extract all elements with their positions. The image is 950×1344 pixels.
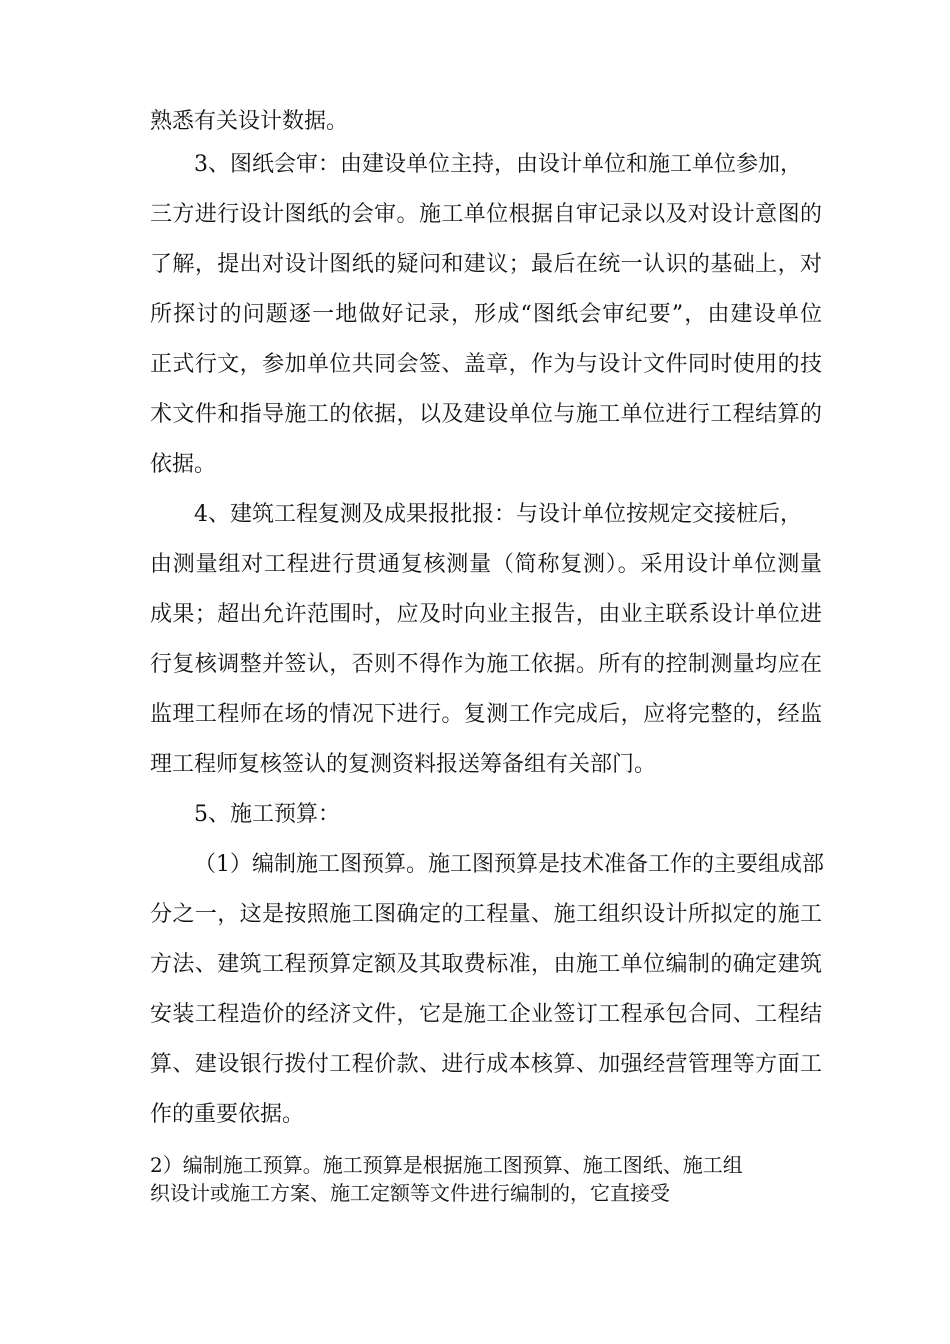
text-line: 理工程师复核签认的复测资料报送筹备组有关部门。 (150, 752, 657, 777)
text-line: 作的重要依据。 (150, 1102, 305, 1127)
paragraph-heading: 3、图纸会审：由建设单位主持，由设计单位和施工单位参加， (194, 152, 802, 177)
text-line: 算、建设银行拨付工程价款、进行成本核算、加强经营管理等方面工 (150, 1052, 822, 1077)
text-line: 正式行文，参加单位共同会签、盖章，作为与设计文件同时使用的技 (150, 352, 822, 377)
text-line: 分之一，这是按照施工图确定的工程量、施工组织设计所拟定的施工 (150, 902, 822, 927)
text-line: 术文件和指导施工的依据，以及建设单位与施工单位进行工程结算的 (150, 402, 822, 427)
text-line: 所探讨的问题逐一地做好记录，形成“图纸会审纪要”，由建设单位 (150, 302, 822, 327)
text-line: 方法、建筑工程预算定额及其取费标准，由施工单位编制的确定建筑 (150, 952, 822, 977)
paragraph-heading: 5、施工预算： (194, 802, 340, 827)
text-line: 成果；超出允许范围时，应及时向业主报告，由业主联系设计单位进 (150, 602, 822, 627)
text-line: 织设计或施工方案、施工定额等文件进行编制的，它直接受 (150, 1181, 670, 1205)
paragraph-heading: （1）编制施工图预算。施工图预算是技术准备工作的主要组成部 (194, 852, 824, 877)
text-line: 安装工程造价的经济文件，它是施工企业签订工程承包合同、工程结 (150, 1002, 822, 1027)
text-line: 依据。 (150, 452, 217, 477)
text-line: 行复核调整并签认，否则不得作为施工依据。所有的控制测量均应在 (150, 652, 822, 677)
paragraph-heading: 4、建筑工程复测及成果报批报：与设计单位按规定交接桩后， (194, 502, 802, 527)
text-line: 2）编制施工预算。施工预算是根据施工图预算、施工图纸、施工组 (150, 1153, 743, 1177)
text-line: 三方进行设计图纸的会审。施工单位根据自审记录以及对设计意图的 (150, 202, 822, 227)
text-line: 了解，提出对设计图纸的疑问和建议；最后在统一认识的基础上，对 (150, 252, 822, 277)
text-line: 由测量组对工程进行贯通复核测量（简称复测）。采用设计单位测量 (150, 552, 822, 577)
text-line: 熟悉有关设计数据。 (150, 109, 349, 134)
text-line: 监理工程师在场的情况下进行。复测工作完成后，应将完整的，经监 (150, 702, 822, 727)
